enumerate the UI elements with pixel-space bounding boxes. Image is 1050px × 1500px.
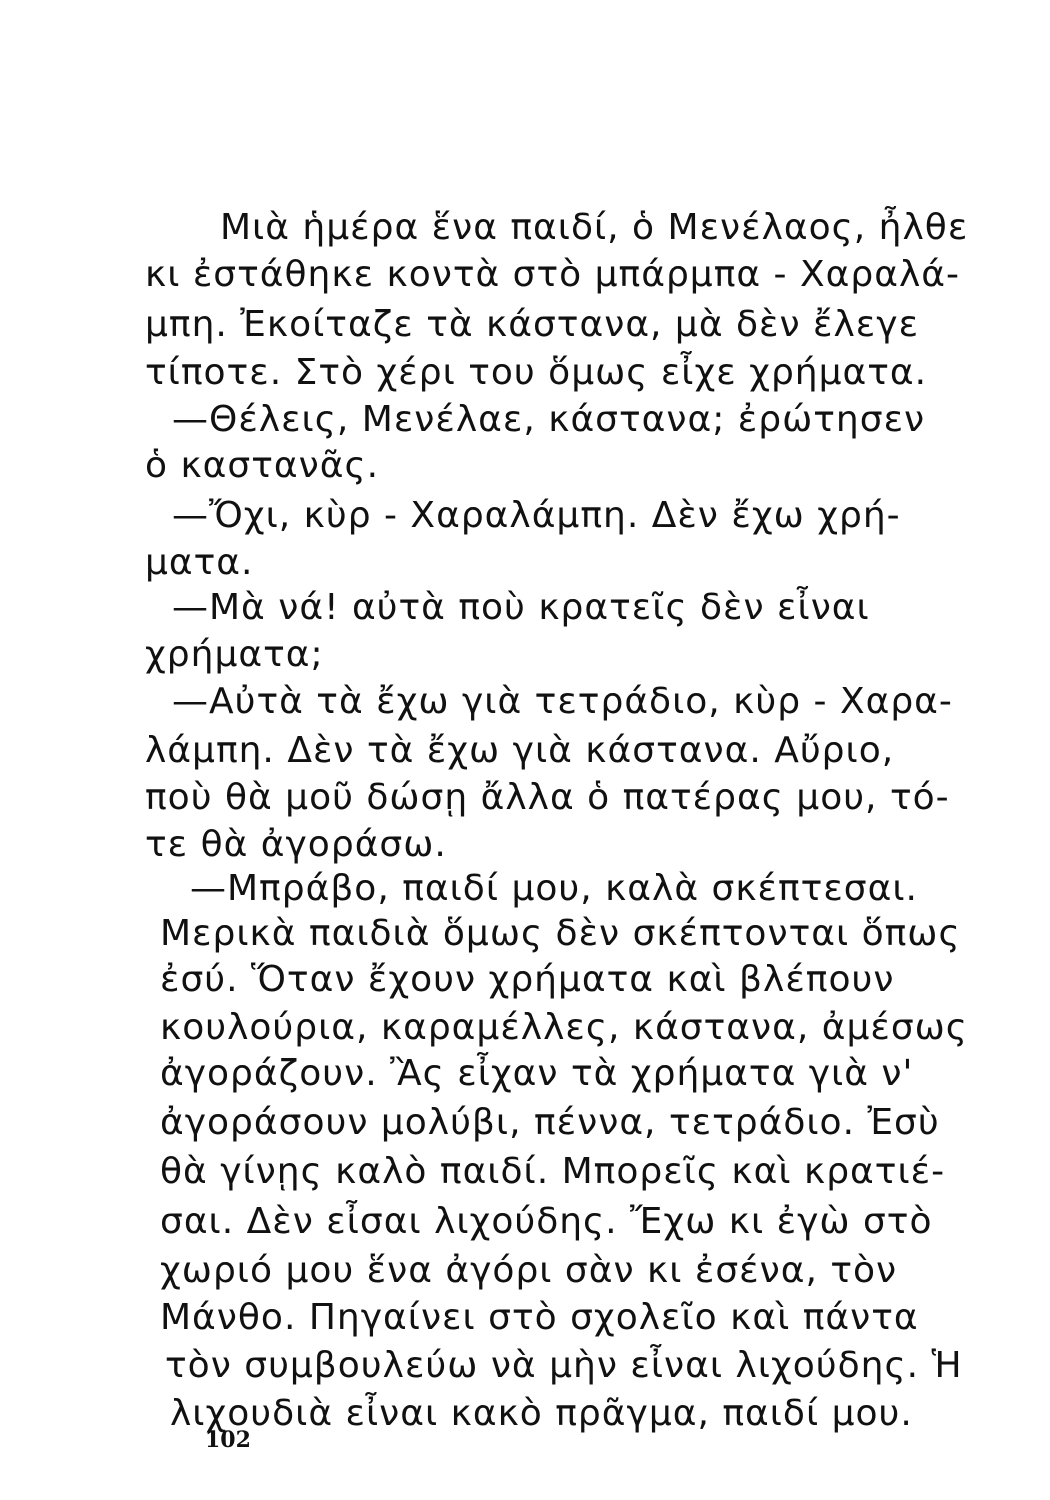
text-line: ἀγοράσουν μολύβι, πέννα, τετράδιο. Ἐσὺ	[160, 1102, 940, 1143]
text-line: Μιὰ ἡμέρα ἕνα παιδί, ὁ Μενέλαος, ἦλθε	[220, 207, 969, 248]
text-line: τὸν συμβουλεύω νὰ μὴν εἶναι λιχούδης. Ἡ	[165, 1345, 963, 1386]
text-line: τε θὰ ἀγοράσω.	[145, 824, 447, 865]
text-line: θὰ γίνῃς καλὸ παιδί. Μπορεῖς καὶ κρατιέ-	[160, 1151, 946, 1192]
text-line: Μάνθο. Πηγαίνει στὸ σχολεῖο καὶ πάντα	[160, 1297, 919, 1338]
text-line: χωριό μου ἕνα ἀγόρι σὰν κι ἐσένα, τὸν	[160, 1250, 898, 1291]
text-line: —Μπράβο, παιδί μου, καλὰ σκέπτεσαι.	[190, 868, 918, 909]
text-line: ὁ καστανᾶς.	[145, 445, 380, 486]
text-line: λάμπη. Δὲν τὰ ἔχω γιὰ κάστανα. Αὔριο,	[145, 730, 895, 771]
text-line: ποὺ θὰ μοῦ δώσῃ ἄλλα ὁ πατέρας μου, τό-	[145, 777, 950, 818]
text-line: χρήματα;	[145, 634, 324, 675]
text-line: —Ὄχι, κὺρ - Χαραλάμπη. Δὲν ἔχω χρή-	[172, 495, 901, 536]
text-line: κι ἐστάθηκε κοντὰ στὸ μπάρμπα - Χαραλά-	[145, 254, 960, 295]
text-line: μπη. Ἐκοίταζε τὰ κάστανα, μὰ δὲν ἔλεγε	[145, 304, 920, 345]
text-line: Μερικὰ παιδιὰ ὅμως δὲν σκέπτονται ὅπως	[160, 913, 961, 954]
text-line: κουλούρια, καραμέλλες, κάστανα, ἀμέσως	[160, 1007, 968, 1048]
text-line: —Αὐτὰ τὰ ἔχω γιὰ τετράδιο, κὺρ - Χαρα-	[172, 681, 953, 722]
text-line: —Μὰ νά! αὐτὰ ποὺ κρατεῖς δὲν εἶναι	[172, 587, 870, 628]
text-line: —Θέλεις, Μενέλαε, κάστανα; ἐρώτησεν	[172, 399, 926, 440]
text-line: ματα.	[145, 542, 254, 583]
text-line: σαι. Δὲν εἶσαι λιχούδης. Ἔχω κι ἐγὼ στὸ	[160, 1201, 933, 1242]
text-line: λιχουδιὰ εἶναι κακὸ πρᾶγμα, παιδί μου.	[170, 1393, 913, 1434]
page-number: 102	[205, 1427, 251, 1453]
text-line: τίποτε. Στὸ χέρι του ὅμως εἶχε χρήματα.	[145, 352, 928, 393]
text-line: ἀγοράζουν. Ἂς εἶχαν τὰ χρήματα γιὰ ν'	[160, 1053, 914, 1094]
text-line: ἐσύ. Ὅταν ἔχουν χρήματα καὶ βλέπουν	[160, 959, 895, 1000]
